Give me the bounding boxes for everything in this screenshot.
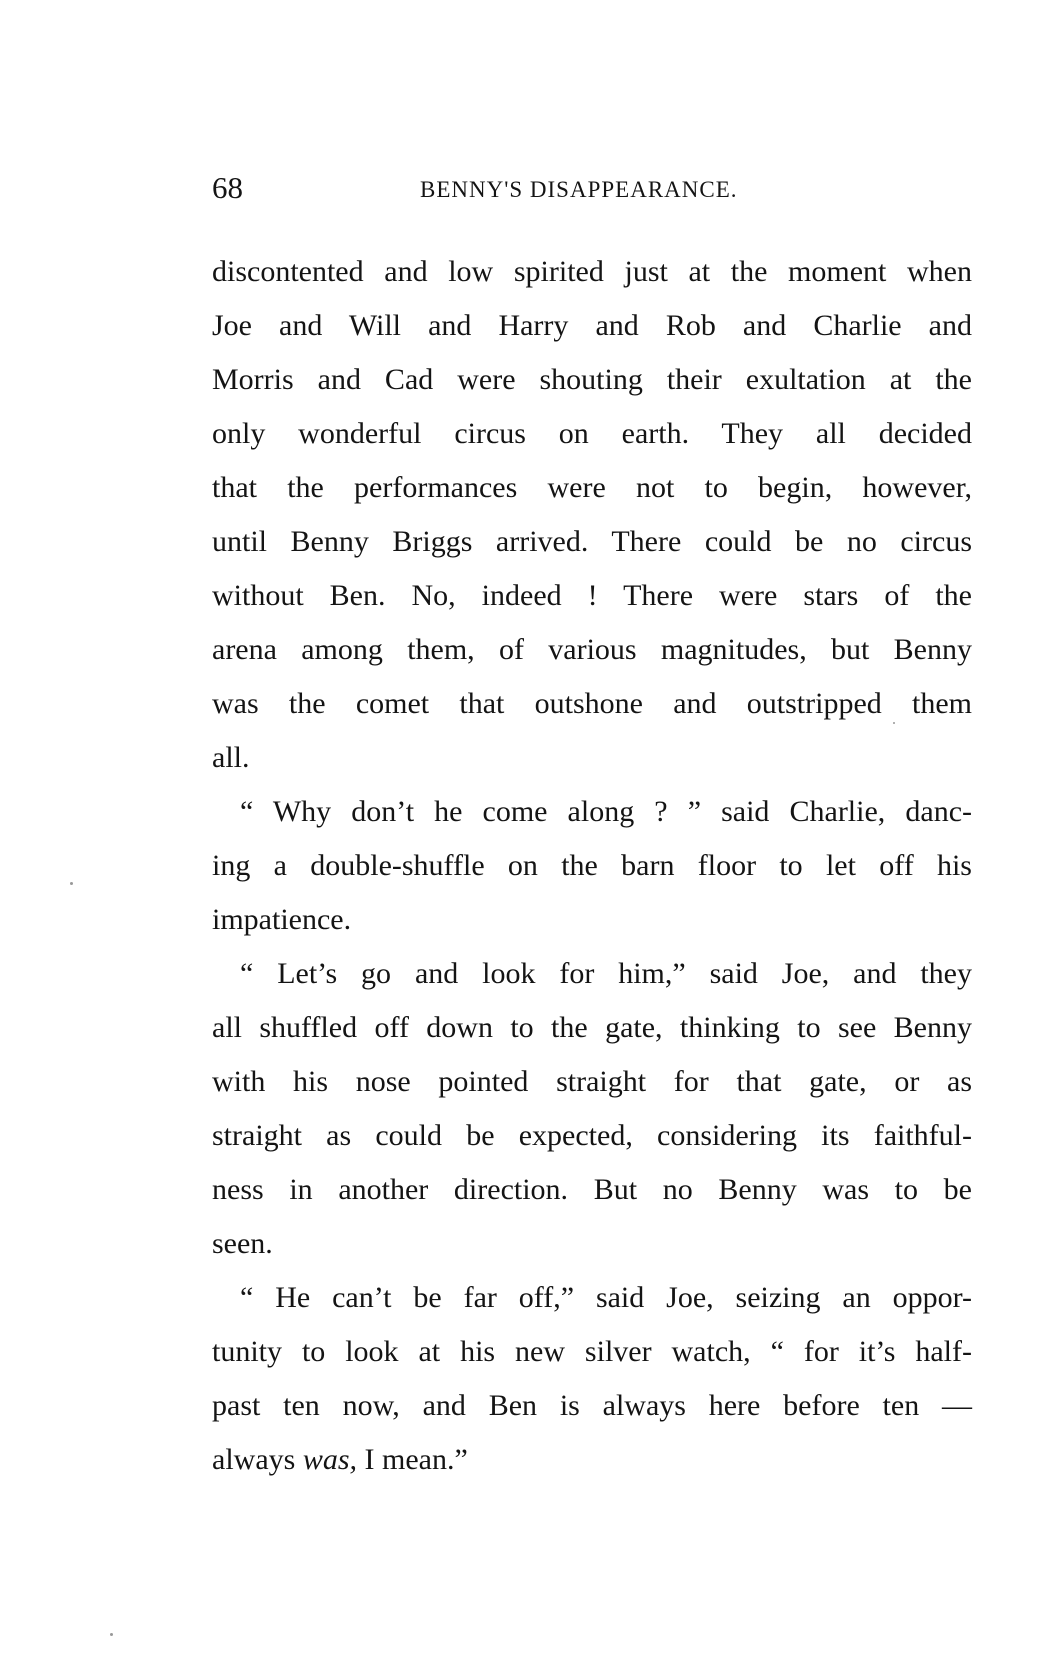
text-line: past ten now, and Ben is always here before ten — bbox=[212, 1389, 972, 1422]
scan-speck bbox=[110, 1633, 113, 1636]
text-run: I mean.” bbox=[357, 1443, 468, 1476]
scan-speck bbox=[893, 722, 895, 724]
running-head bbox=[212, 168, 972, 208]
text-run: always bbox=[212, 1443, 303, 1476]
text-line: all. bbox=[212, 741, 250, 774]
scan-speck bbox=[70, 882, 73, 885]
text-line: ing a double-shuffle on the barn floor to let off his bbox=[212, 849, 972, 882]
chapter-title: BENNY'S DISAPPEARANCE. bbox=[420, 177, 738, 202]
page-number: 68 bbox=[212, 170, 243, 205]
text-line: Morris and Cad were shouting their exultation at the bbox=[212, 363, 972, 396]
text-line: impatience. bbox=[212, 903, 352, 936]
text-line: with his nose pointed straight for that gate, or as bbox=[212, 1065, 972, 1098]
text-line: all shuffled off down to the gate, thinking to see Benny bbox=[212, 1011, 972, 1044]
text-line: that the performances were not to begin, however, bbox=[212, 471, 972, 504]
text-line: only wonderful circus on earth. They all decided bbox=[212, 417, 972, 450]
text-line: without Ben. No, indeed ! There were stars of the bbox=[212, 579, 972, 612]
text-line: “ He can’t be far off,” said Joe, seizing an oppor- bbox=[240, 1281, 972, 1314]
text-line: until Benny Briggs arrived. There could be no circus bbox=[212, 525, 972, 558]
text-line bbox=[212, 1433, 972, 1487]
text-line: “ Why don’t he come along ? ” said Charlie, danc- bbox=[240, 795, 972, 828]
text-line: “ Let’s go and look for him,” said Joe, and they bbox=[240, 957, 972, 990]
text-line: seen. bbox=[212, 1227, 273, 1260]
text-line: arena among them, of various magnitudes, but Benny bbox=[212, 633, 972, 666]
text-line: straight as could be expected, considering its faithful- bbox=[212, 1119, 972, 1152]
text-line: tunity to look at his new silver watch, “ for it’s half- bbox=[212, 1335, 972, 1368]
text-line: Joe and Will and Harry and Rob and Charlie and bbox=[212, 309, 972, 342]
text-line: discontented and low spirited just at the moment when bbox=[212, 255, 972, 288]
text-line: was the comet that outshone and outstripped them bbox=[212, 687, 972, 720]
italic-word: was, bbox=[302, 1443, 357, 1476]
text-line: ness in another direction. But no Benny was to be bbox=[212, 1173, 972, 1206]
body-text bbox=[212, 245, 972, 1487]
